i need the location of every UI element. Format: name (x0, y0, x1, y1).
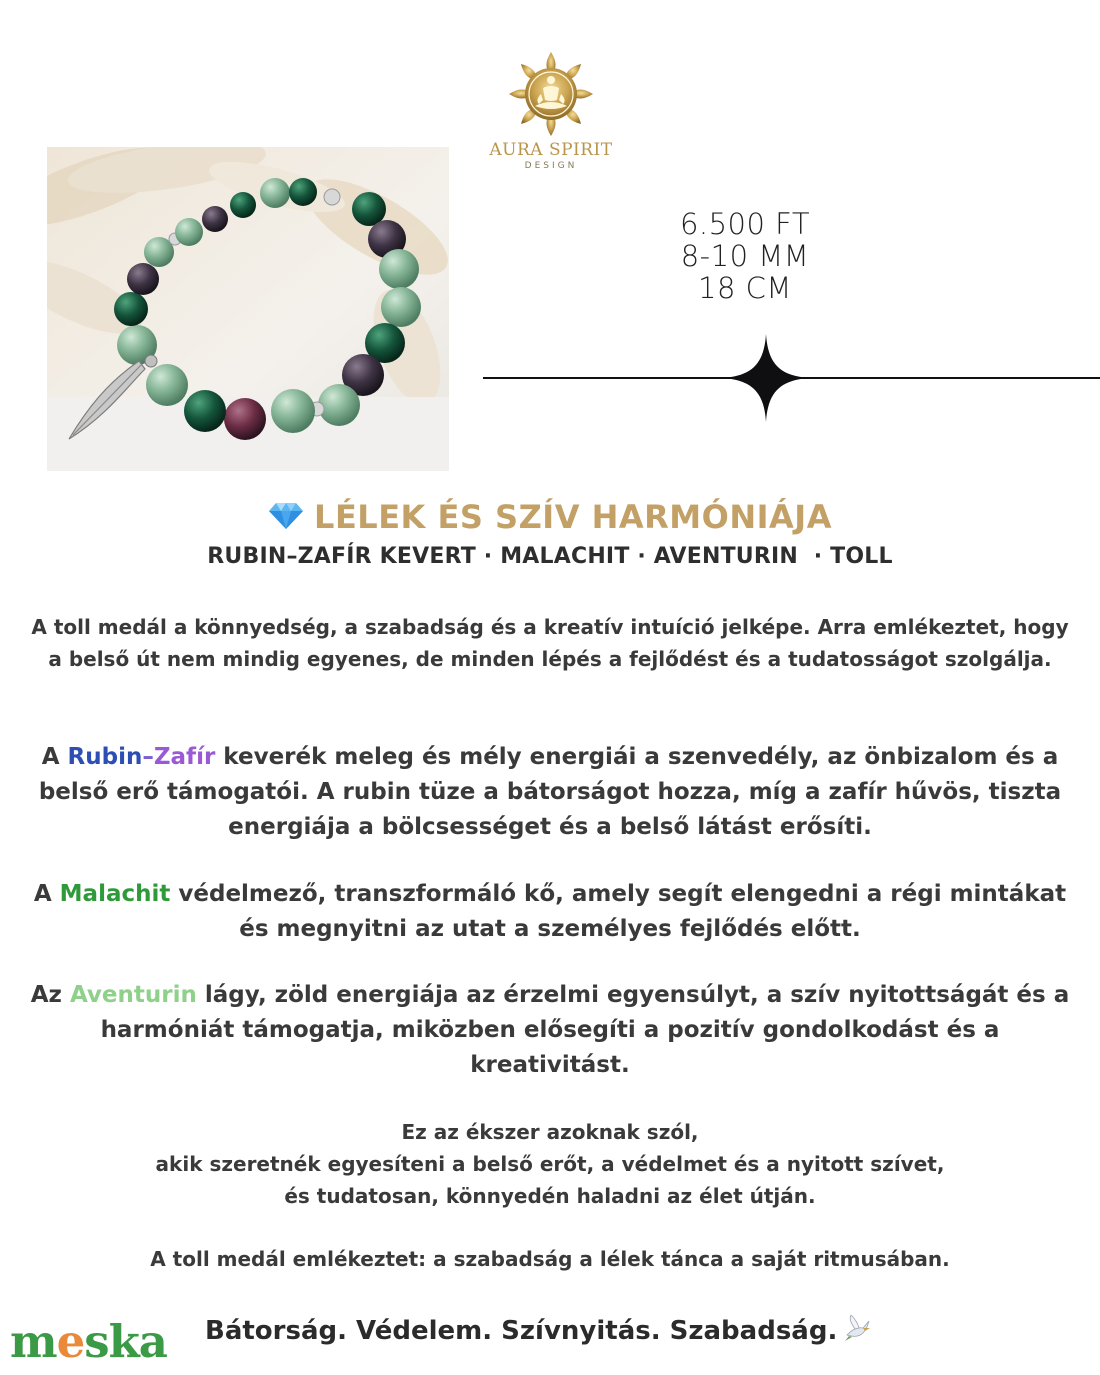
brand-logo (486, 48, 616, 178)
title-text: LÉLEK ÉS SZÍV HARMÓNIÁJA (314, 498, 832, 536)
closing-line-1: Ez az ékszer azoknak szól, (401, 1120, 699, 1144)
paragraph-reminder: A toll medál emlékeztet: a szabadság a lélek tánca a saját ritmusában. (150, 1247, 950, 1271)
stone-name-zafir: Zafír (153, 744, 216, 770)
paragraph-closing (30, 1116, 1070, 1212)
product-title (0, 498, 1100, 536)
text-fragment: A (33, 881, 60, 907)
stone-name-malachit: Malachit (59, 881, 171, 907)
closing-line-3: és tudatosan, könnyedén haladni az élet útján. (284, 1184, 816, 1208)
logo-letter: e (56, 1315, 85, 1368)
paragraph-malachit (30, 877, 1070, 947)
stone-name-rubin: Rubin (67, 744, 143, 770)
meska-logo (10, 1315, 167, 1368)
bracelet-length: 18 CM (698, 271, 792, 305)
logo-letter: m (10, 1315, 57, 1368)
paragraph-rubin-zafir (30, 740, 1070, 845)
text-fragment: keverék meleg és mély energiái a szenvedély, az önbizalom és a belső erő támogatói. A rubin tüze a bátorságot hozza, míg a zafír hűvös, tiszta energiája a bölcsességet és a belső látást erősíti. (38, 744, 1062, 840)
dove-icon (843, 1315, 873, 1343)
lotus-mandala-icon (505, 48, 597, 140)
text-fragment: védelmező, transzformáló kő, amely segít elengedni a régi mintákat és megnyitni az utat a személyes fejlődés előtt. (170, 881, 1067, 942)
stone-name-aventurin: Aventurin (69, 982, 197, 1008)
bead-size: 8-10 MM (680, 239, 810, 273)
closing-line-2: akik szeretnék egyesíteni a belső erőt, a védelmet és a nyitott szívet, (155, 1152, 945, 1176)
text-fragment: lágy, zöld energiája az érzelmi egyensúlyt, a szív nyitottságát és a harmóniát támogatja, miközben elősegíti a pozitív gondolkodást és a kreativitást. (100, 982, 1070, 1078)
text-fragment: Az (30, 982, 70, 1008)
text-fragment: A (41, 744, 68, 770)
four-point-star-icon (722, 334, 810, 422)
brand-name: AURA SPIRIT (489, 140, 613, 160)
motto (205, 1316, 873, 1346)
stone-separator: – (142, 744, 154, 770)
paragraph-aventurin (30, 978, 1070, 1083)
product-specs (645, 208, 845, 304)
bracelet-illustration (47, 147, 449, 471)
logo-letter: ska (84, 1315, 167, 1368)
price: 6.500 FT (679, 207, 811, 241)
gem-icon (268, 502, 304, 530)
product-photo (47, 147, 449, 471)
stone-list: RUBIN–ZAFÍR KEVERT · MALACHIT · AVENTURIN · TOLL (207, 544, 893, 569)
brand-subtitle: DESIGN (524, 161, 578, 171)
motto-text: Bátorság. Védelem. Szívnyitás. Szabadság. (205, 1316, 838, 1346)
paragraph-toll: A toll medál a könnyedség, a szabadság és a kreatív intuíció jelképe. Arra emlékeztet, hogy a belső út nem mindig egyenes, de minden lépés a fejlődést és a tudatosságot szolgálja. (31, 615, 1069, 671)
